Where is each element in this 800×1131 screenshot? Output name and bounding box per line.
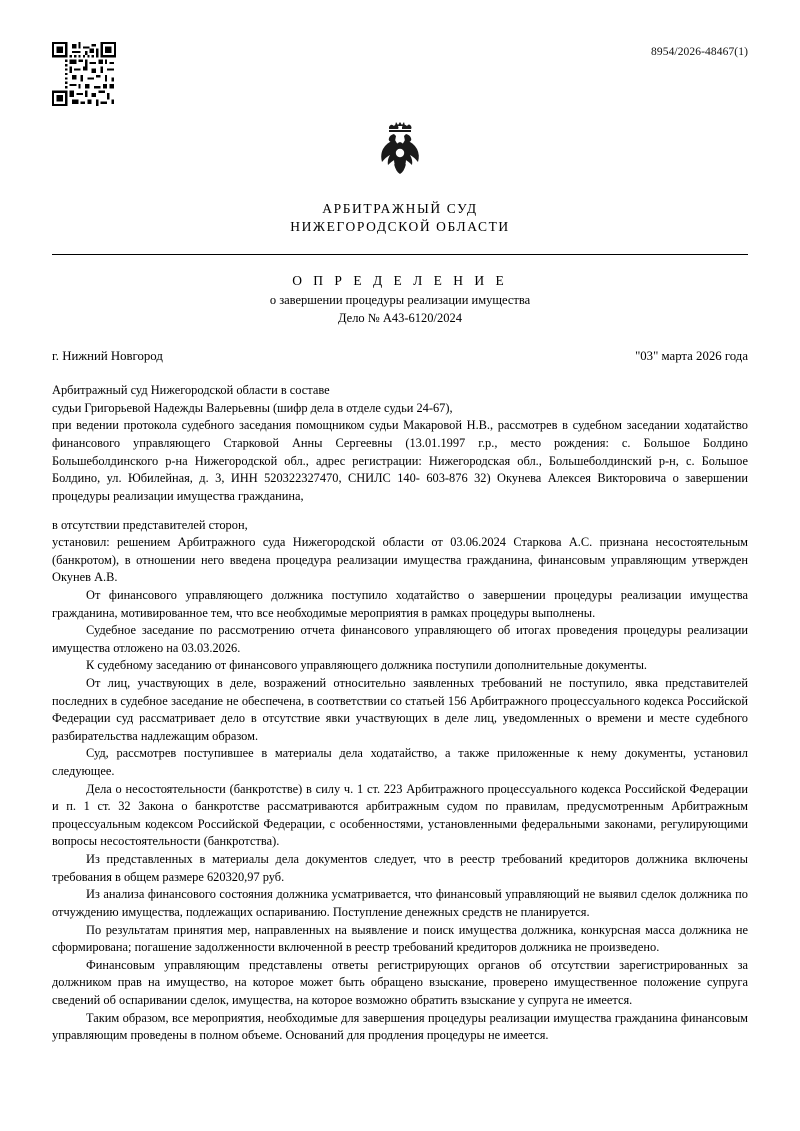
paragraph-11: Финансовым управляющим представлены ответы регистрирующих органов об отсутствии зарегистрированных за должником прав на имущество, на которое может быть обращено взыскание, проверено имущественное положение супруга сведений об оспаривании сделок, имущества, на которое возможно обратить взыскание у супруга не имеется. [52, 957, 748, 1007]
paragraph-5: От лиц, участвующих в деле, возражений относительно заявленных требований не поступило, явка представителей последних в судебное заседание не обеспечена, в соответствии со статьей 156 Арбитражного процессуального кодекса Российской Федерации суд рассматривает дело в отсутствие явки участвующих в деле лиц, уведомленных о времени и месте судебного разбирательства надлежащим образом. [52, 676, 748, 743]
paragraph-1: установил: решением Арбитражного суда Нижегородской области от 03.06.2024 Старкова А.С. признана несостоятельным (банкротом), в отношении него введена процедура реализации имущества гражданина, финансовым управляющим утвержден Окунев А.В. [52, 535, 748, 585]
coat-of-arms-emblem [52, 120, 748, 186]
date-label: "03" марта 2026 года [635, 349, 748, 364]
document-body [52, 382, 748, 1045]
city-date-row [52, 349, 748, 364]
document-code: 8954/2026-48467(1) [651, 46, 748, 58]
city-label: г. Нижний Новгород [52, 349, 163, 364]
court-name-line1: АРБИТРАЖНЫЙ СУД [322, 201, 478, 216]
header-divider [52, 254, 748, 255]
paragraph-2: От финансового управляющего должника поступило ходатайство о завершении процедуры реализации имущества гражданина, мотивированное тем, что все необходимые мероприятия в рамках процедуры выполнены. [52, 587, 748, 620]
document-subtitle: о завершении процедуры реализации имущества [269, 293, 531, 307]
intro-line-2: судьи Григорьевой Надежды Валерьевны (шифр дела в отделе судьи 24-67), [52, 400, 453, 415]
paragraph-7: Дела о несостоятельности (банкротстве) в силу ч. 1 ст. 223 Арбитражного процессуального кодекса Российской Федерации и п. 1 ст. 32 Закона о банкротстве рассматриваются арбитражным судом по правилам, предусмотренным Арбитражным процессуальным кодексом Российской Федерации, с особенностями, установленными федеральными законами, регулирующими вопросы несостоятельности (банкротства). [52, 781, 748, 849]
paragraph-8: Из представленных в материалы дела документов следует, что в реестр требований кредиторов должника включены требования в общем размере 620320,97 руб. [52, 852, 748, 884]
absence-line: в отсутствии представителей сторон, [52, 517, 248, 532]
court-name-line2: НИЖЕГОРОДСКОЙ ОБЛАСТИ [290, 219, 510, 235]
document-title-block [52, 271, 748, 327]
russian-coat-of-arms-icon [372, 120, 428, 184]
intro-line-1: Арбитражный суд Нижегородской области в составе [52, 383, 330, 398]
court-name [52, 200, 748, 236]
document-header [52, 36, 748, 106]
paragraph-12: Таким образом, все мероприятия, необходимые для завершения процедуры реализации имущества гражданина финансовым управляющим проведены в полном объеме. Оснований для продления процедуры не имеется. [52, 1010, 748, 1043]
paragraph-10: По результатам принятия мер, направленных на выявление и поиск имущества должника, конкурсная масса должника не сформирована; погашение задолженности включенной в реестр требований кредиторов должника не произведено. [52, 922, 748, 955]
qr-code-icon [52, 42, 116, 106]
paragraph-4: К судебному заседанию от финансового управляющего должника поступили дополнительные документы. [86, 658, 648, 673]
document-title: О П Р Е Д Е Л Е Н И Е [292, 273, 508, 289]
intro-line-3: при ведении протокола судебного заседания помощником судьи Макаровой Н.В., рассмотрев в судебном заседании ходатайство финансового управляющего Старковой Анны Сергеевны (13.01.1997 г.р., место рождения: с. Большое Болдино Большеболдинского р-на Нижегородской обл., адрес регистрации: Нижегородская обл., Большеболдинский р-н, с. Большое Болдино, ул. Юбилейная, д. 3, ИНН 520322327470, СНИЛС 140- 603-876 32) Окунева Алексея Викторовича о завершении процедуры реализации имущества гражданина, [52, 418, 748, 503]
case-number: Дело № А43-6120/2024 [337, 311, 463, 326]
paragraph-9: Из анализа финансового состояния должника усматривается, что финансовый управляющий не выявил сделок должника по отчуждению имущества, подлежащих оспариванию. Поступление денежных средств не планируется. [52, 887, 748, 919]
paragraph-3: Судебное заседание по рассмотрению отчета финансового управляющего об итогах проведения процедуры реализации имущества отложено на 03.03.2026. [52, 623, 748, 655]
paragraph-6: Суд, рассмотрев поступившее в материалы дела ходатайство, а также приложенные к нему документы, установил следующее. [52, 746, 748, 779]
